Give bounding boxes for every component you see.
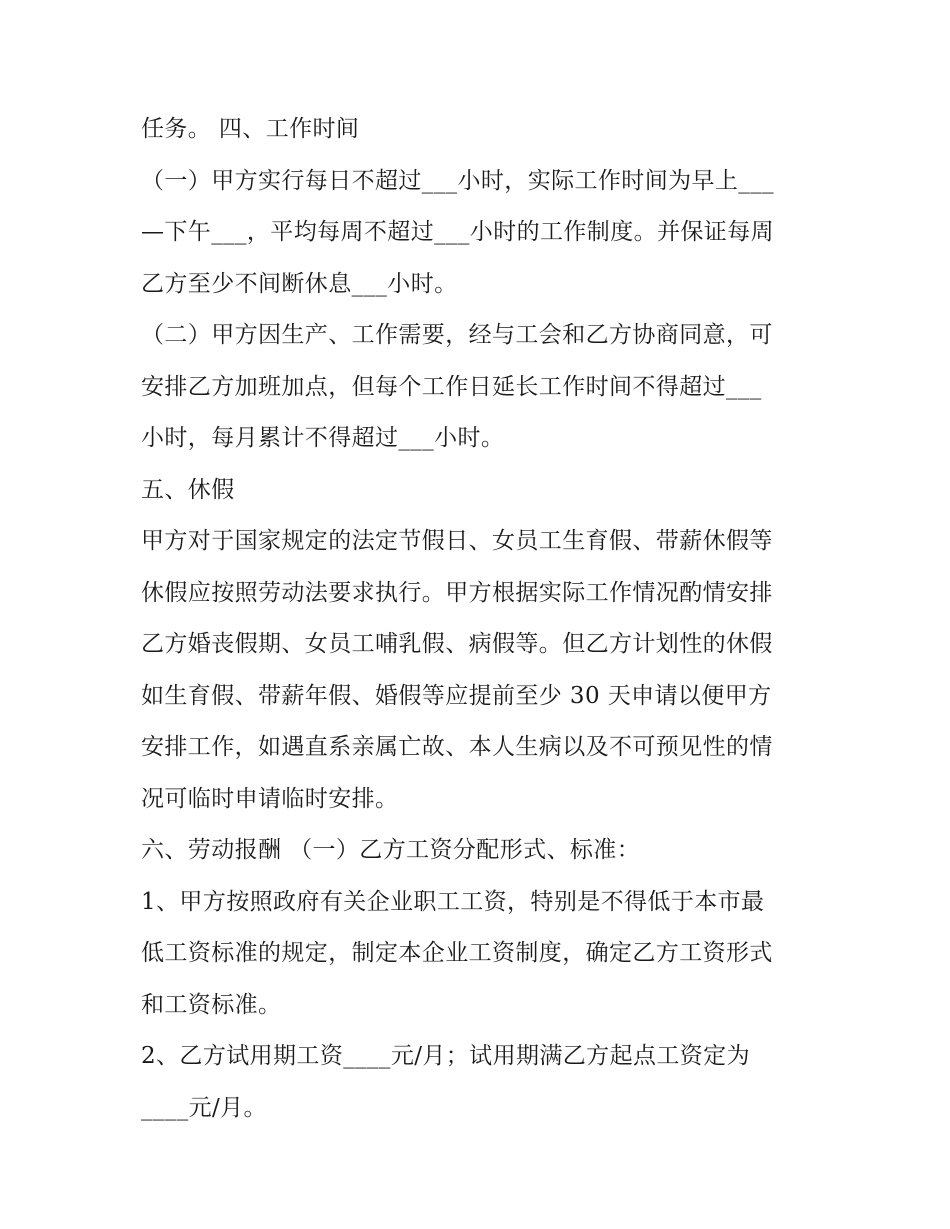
text-line: —下午___，平均每周不超过___小时的工作制度。并保证每周 bbox=[141, 219, 774, 245]
section-heading: 五、休假 bbox=[141, 476, 235, 503]
text-line: 任务。 四、工作时间 bbox=[141, 116, 360, 142]
text-line: （一）甲方实行每日不超过___小时，实际工作时间为早上___ bbox=[141, 167, 774, 194]
text-line: 乙方至少不间断休息___小时。 bbox=[141, 270, 458, 297]
text-line: 低工资标准的规定，制定本企业工资制度，确定乙方工资形式 bbox=[141, 940, 773, 966]
text-line: ____元/月。 bbox=[141, 1094, 267, 1121]
text-line: 如生育假、带薪年假、婚假等应提前至少 30 天申请以便甲方 bbox=[141, 682, 772, 709]
text-line: 甲方对于国家规定的法定节假日、女员工生育假、带薪休假等 bbox=[141, 528, 773, 554]
text-line: 1、甲方按照政府有关企业职工工资，特别是不得低于本市最 bbox=[141, 888, 765, 915]
text-line: 休假应按照劳动法要求执行。甲方根据实际工作情况酌情安排 bbox=[141, 579, 773, 606]
text-line: 2、乙方试用期工资____元/月；试用期满乙方起点工资定为 bbox=[141, 1043, 750, 1069]
text-line: （二）甲方因生产、工作需要，经与工会和乙方协商同意，可 bbox=[141, 322, 773, 348]
text-line: 况可临时申请临时安排。 bbox=[141, 785, 399, 812]
text-line: 安排乙方加班加点，但每个工作日延长工作时间不得超过___ bbox=[141, 373, 762, 400]
text-line: 乙方婚丧假期、女员工哺乳假、病假等。但乙方计划性的休假 bbox=[141, 631, 773, 657]
section-heading: 六、劳动报酬 （一）乙方工资分配形式、标准： bbox=[141, 837, 641, 863]
text-line: 小时，每月累计不得超过___小时。 bbox=[141, 425, 505, 451]
document-body bbox=[141, 104, 821, 1134]
text-line: 安排工作，如遇直系亲属亡故、本人生病以及不可预见性的情 bbox=[141, 734, 773, 760]
text-line: 和工资标准。 bbox=[141, 991, 282, 1018]
